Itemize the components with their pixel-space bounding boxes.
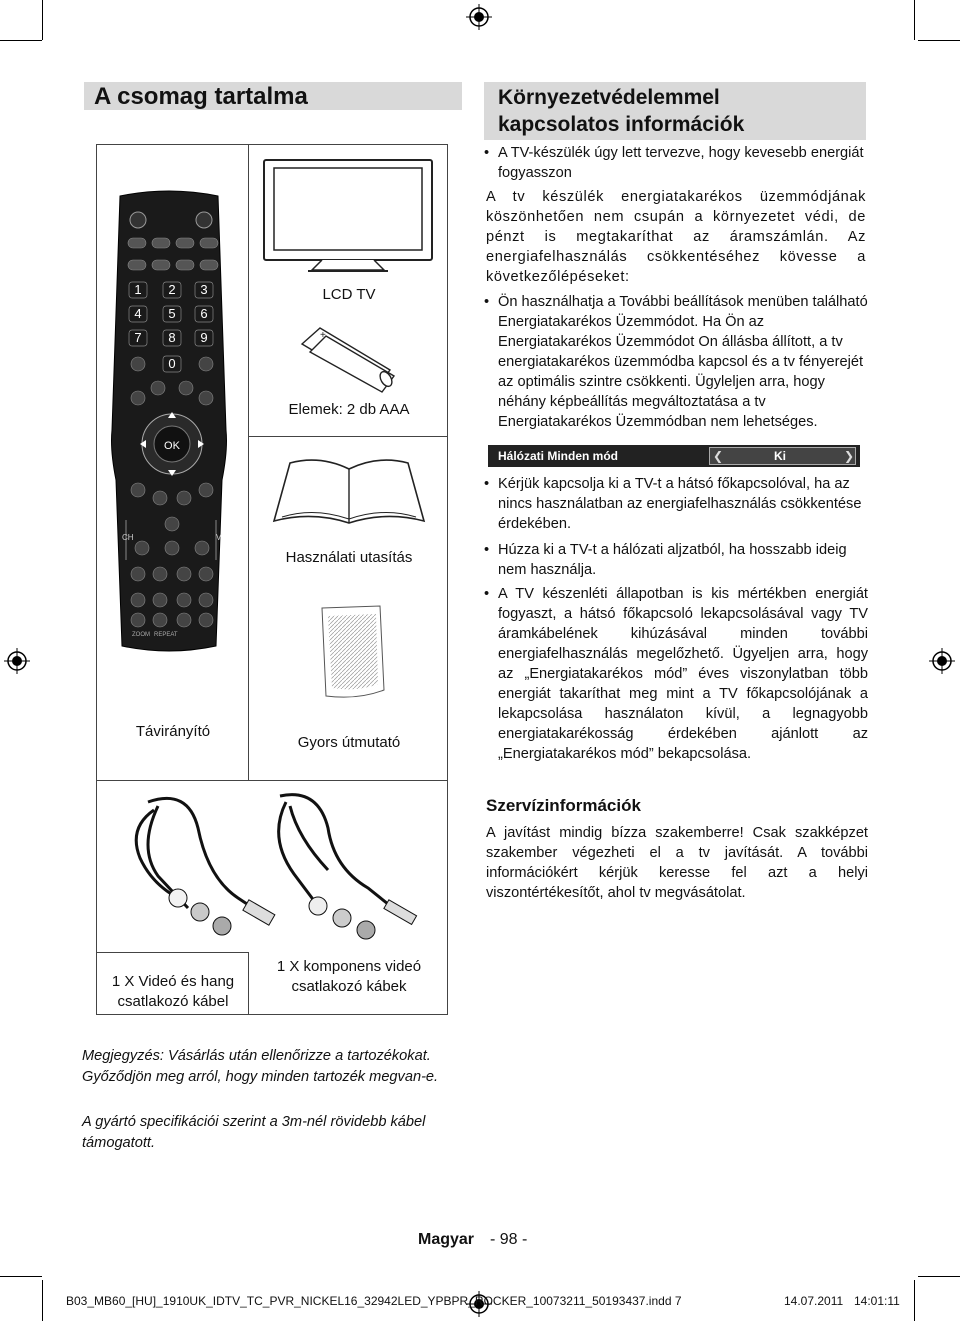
crop-mark — [914, 1280, 915, 1321]
remote-ch-label: CH — [122, 533, 134, 542]
remote-zoom-label: ZOOM — [132, 632, 150, 638]
batteries-illustration — [296, 322, 396, 394]
remote-digit: 5 — [168, 306, 176, 321]
cable-length-note: A gyártó specifikációi szerint a 3m-nél rövidebb kábel támogatott. — [82, 1114, 426, 1151]
crop-mark — [918, 40, 960, 41]
batteries-caption: Elemek: 2 db AAA — [288, 401, 410, 418]
service-title: Szervízinformációk — [486, 796, 641, 815]
menu-strip-value-box — [709, 447, 856, 465]
crop-mark — [914, 0, 915, 40]
registration-mark-icon — [4, 648, 30, 674]
cable-divider — [248, 952, 249, 1015]
remote-digit: 8 — [168, 330, 176, 345]
section-title: Környezetvédelemmel kapcsolatos információk — [498, 86, 745, 136]
quick-guide-caption: Gyors útmutató — [297, 734, 401, 751]
video-cable-caption: 1 X Videó és hang csatlakozó kábel — [111, 973, 235, 1010]
svg-text:+: + — [320, 330, 326, 341]
service-text: A javítást mindig bízza szakemberre! Csak szakképzet szakember végezheti el a tv javítását. A további információkért kérjük keresse fel azt a helyi viszontértékesítőt, ahol tv megvásátolat. — [486, 825, 868, 901]
lcd-tv-illustration — [262, 158, 434, 274]
cable-divider — [96, 952, 249, 953]
unplug-bullet: • Húzza ki a TV-t a hálózati aljzatból, ha hosszabb ideig nem használja. — [484, 540, 868, 580]
intro-bullet: • A TV-készülék úgy lett tervezve, hogy kevesebb energiát fogyasszon — [484, 143, 868, 183]
remote-caption: Távirányító — [135, 723, 211, 740]
page-language: Magyar — [418, 1231, 475, 1248]
remote-digit: 3 — [200, 282, 208, 297]
av-cables-illustration — [98, 788, 446, 950]
remote-v-label: V — [216, 533, 222, 542]
footer-file: B03_MB60_[HU]_1910UK_IDTV_TC_PVR_NICKEL16_32942LED_YPBPR_ROCKER_10073211_50193437.indd 7 — [66, 1294, 682, 1308]
section-title: A csomag tartalma — [94, 83, 308, 110]
page-number: - 98 - — [490, 1231, 528, 1248]
section-header-package — [84, 82, 462, 110]
remote-digit: 6 — [200, 306, 208, 321]
crop-mark — [42, 1280, 43, 1321]
menu-strip-value: Ki — [774, 449, 786, 463]
accessories-note: Megjegyzés: Vásárlás után ellenőrizze a tartozékokat. Győződjön meg arról, hogy minden tartozék megvan-e. — [82, 1048, 439, 1085]
manual-caption: Használati utasítás — [285, 549, 413, 566]
remote-control-illustration — [110, 190, 228, 652]
remote-digit: 1 — [134, 282, 142, 297]
component-cable-caption: 1 X komponens videó csatlakozó kábek — [276, 958, 422, 995]
crop-mark — [42, 0, 43, 40]
footer-date: 14.07.2011 — [784, 1294, 844, 1308]
menu-strip-label: Hálózati Minden mód — [498, 449, 618, 463]
tv-caption: LCD TV — [322, 286, 376, 303]
remote-ok-label: OK — [164, 440, 180, 452]
crop-mark — [918, 1276, 960, 1277]
energy-mode-menu-strip — [488, 445, 860, 467]
crop-mark — [0, 1276, 42, 1277]
chevron-right-icon: ❯ — [844, 449, 855, 463]
registration-mark-icon — [466, 4, 492, 30]
user-manual-illustration — [270, 455, 428, 527]
crop-mark — [0, 40, 42, 41]
remote-digit: 9 — [200, 330, 208, 345]
footer-time: 14:01:11 — [854, 1294, 900, 1308]
power-off-bullet: • Kérjük kapcsolja ki a TV-t a hátsó főkapcsolóval, ha az nincs használatban az energiafelhasználás csökkentése érdekében. — [484, 474, 868, 534]
standby-bullet: • A TV készenléti állapotban is kis mértékben energiát fogyaszt, a hátsó főkapcsoló lekapcsolásával vagy TV áramkábelének kihúzásával minden további energiafelhasználás megelőzhető. Ügyeljen arra, hogy az „Energiatakarékos mód” éves viszonylatban több energiát takaríthat meg mint a TV főkapcsolójának a lekapcsolása használaton kívül, a legnagyobb energiatakarékosság érdekében ajánlott az „Energiatakarékos mód” bekapcsolása. — [484, 584, 868, 764]
quick-guide-illustration — [318, 604, 388, 700]
intro-paragraph: A tv készülék energiatakarékos üzemmódjának köszönhetően nem csupán a környezetet védi, de pénzt is megtakaríthat az áramszámlán. Az energiafelhasználás csökkentéséhez kövesse a következőlépéseket: — [486, 189, 866, 285]
energy-saving-bullet: • Ön használhatja a További beállítások menüben található Energiatakarékos Üzemmódot. Ha Ön az Energiatakarékos Üzemmódot On állásba állított, a tv energiatakarékos üzemmódba kapcsol és a tv fényerejét az optimális szintre csökkenti. Ügyleljen arra, hogy néhány képbeállítás megváltoztatása a tv Energiatakarékos Üzemmódban nem lehetséges. — [484, 292, 868, 432]
section-header-environment — [484, 82, 866, 140]
remote-digit: 4 — [134, 306, 142, 321]
remote-digit: 7 — [134, 330, 142, 345]
remote-digit: 2 — [168, 282, 176, 297]
chevron-left-icon: ❮ — [713, 449, 724, 463]
registration-mark-icon — [929, 648, 955, 674]
remote-digit: 0 — [168, 356, 176, 371]
remote-repeat-label: REPEAT — [154, 632, 178, 638]
